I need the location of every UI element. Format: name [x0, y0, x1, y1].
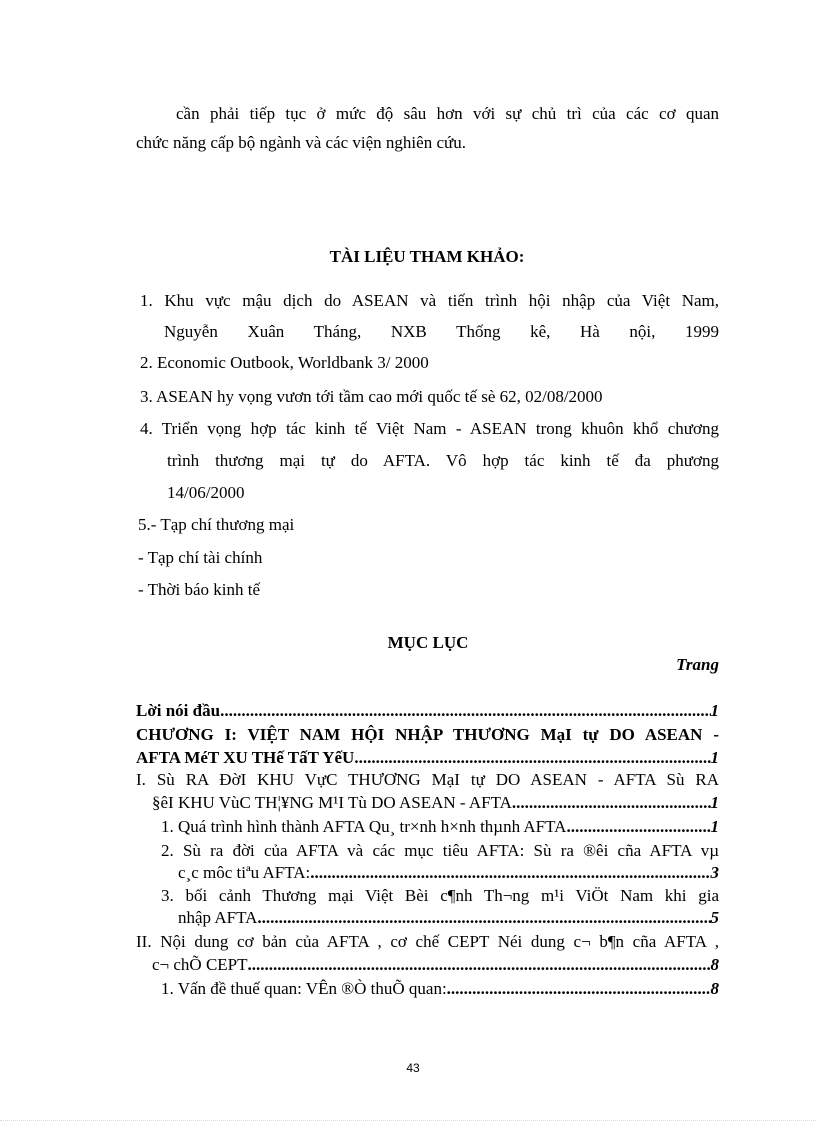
reference-item-3: 3. ASEAN hy vọng vươn tới tầm cao mới quốc tế sè 62, 02/08/2000 — [140, 387, 603, 406]
reference-item-4-line-2: trình thương mại tự do AFTA. Vô hợp tác kinh tế đa phương — [167, 451, 719, 470]
toc-page-number: 3 — [710, 863, 719, 882]
reference-item-1-line-2: Nguyễn Xuân Tháng, NXB Thống kê, Hà nội, 1999 — [164, 322, 719, 341]
toc-leader — [566, 817, 710, 837]
toc-entry-section-2-line-1[interactable]: II. Nội dung cơ bản của AFTA , cơ chế CEPT Néi dung c¬ b¶n cña AFTA , — [136, 932, 719, 951]
toc-entry-text: 1. Quá trình hình thành AFTA Qu¸ tr×nh h×nh thµnh AFTA — [161, 817, 567, 836]
toc-entry-1-3-line-1[interactable]: 3. bối cảnh Thương mại Việt Bèi c¶nh Th¬ng m¹i ViÖt Nam khi gia — [161, 886, 719, 905]
toc-entry-1-1[interactable] — [161, 817, 719, 837]
toc-entry-text: §êI KHU VùC TH¦¥NG M¹I Tù DO ASEAN - AFTA — [152, 793, 512, 812]
toc-entry-section-1-line-2[interactable] — [152, 793, 719, 813]
toc-page-number: 5 — [710, 908, 719, 927]
toc-entry-section-2-line-2[interactable] — [152, 955, 719, 975]
toc-leader — [354, 748, 710, 768]
toc-heading: MỤC LỤC — [387, 633, 469, 652]
toc-page-label: Trang — [676, 655, 719, 674]
toc-entry-text: c¬ chÕ CEPT — [152, 955, 248, 974]
toc-entry-text: AFTA MéT XU THế TấT YếU — [136, 748, 355, 767]
reference-item-7: - Thời báo kinh tế — [138, 580, 260, 599]
toc-entry-text: nhập AFTA — [178, 908, 258, 927]
toc-entry-text: Lời nói đầu — [136, 701, 221, 720]
reference-item-4-line-1: 4. Triển vọng hợp tác kinh tế Việt Nam - ASEAN trong khuôn khổ chương — [140, 419, 719, 438]
page-number: 43 — [406, 1061, 420, 1075]
toc-leader — [248, 955, 711, 975]
toc-page-number: 8 — [710, 955, 719, 974]
references-heading: TÀI LIỆU THAM KHẢO: — [329, 247, 525, 266]
toc-page-number: 1 — [710, 701, 719, 720]
toc-entry-text: c¸c môc tiªu AFTA: — [178, 863, 311, 882]
reference-item-5: 5.- Tạp chí thương mại — [138, 515, 295, 534]
toc-page-number: 8 — [710, 979, 719, 998]
toc-entry-1-2-line-1[interactable]: 2. Sù ra đời của AFTA và các mục tiêu AFTA: Sù ra ®êi cña AFTA vµ — [161, 841, 719, 860]
toc-entry-2-1[interactable] — [161, 979, 719, 999]
intro-line-2: chức năng cấp bộ ngành và các viện nghiên cứu. — [136, 133, 466, 152]
reference-item-4-line-3: 14/06/2000 — [167, 483, 245, 502]
toc-page-number: 1 — [710, 748, 719, 767]
toc-leader — [220, 701, 710, 721]
toc-entry-intro[interactable] — [136, 701, 719, 721]
toc-leader — [447, 979, 711, 999]
toc-entry-chapter-1-line-2[interactable] — [136, 748, 719, 768]
toc-entry-1-3-line-2[interactable] — [178, 908, 719, 928]
reference-item-1-line-1: 1. Khu vực mậu dịch do ASEAN và tiến trình hội nhập của Việt Nam, — [140, 291, 719, 310]
toc-entry-chapter-1-line-1[interactable]: CHƯƠNG I: VIỆT NAM HỘI NHẬP THƯƠNG MạI tự DO ASEAN - — [136, 725, 719, 744]
reference-item-6: - Tạp chí tài chính — [138, 548, 263, 567]
toc-leader — [310, 863, 710, 883]
toc-leader — [512, 793, 711, 813]
toc-leader — [257, 908, 710, 928]
toc-page-number: 1 — [710, 793, 719, 812]
reference-item-2: 2. Economic Outbook, Worldbank 3/ 2000 — [140, 353, 429, 372]
toc-entry-section-1-line-1[interactable]: I. Sù RA ĐờI KHU VựC THƯƠNG MạI tự DO ASEAN - AFTA Sù RA — [136, 770, 719, 789]
toc-page-number: 1 — [710, 817, 719, 836]
intro-line-1: cần phải tiếp tục ở mức độ sâu hơn với sự chủ trì của các cơ quan — [176, 104, 719, 123]
page-bottom-border — [0, 1120, 816, 1121]
toc-entry-text: 1. Vấn đề thuế quan: VÊn ®Ò thuÕ quan: — [161, 979, 447, 998]
toc-entry-1-2-line-2[interactable] — [178, 863, 719, 883]
